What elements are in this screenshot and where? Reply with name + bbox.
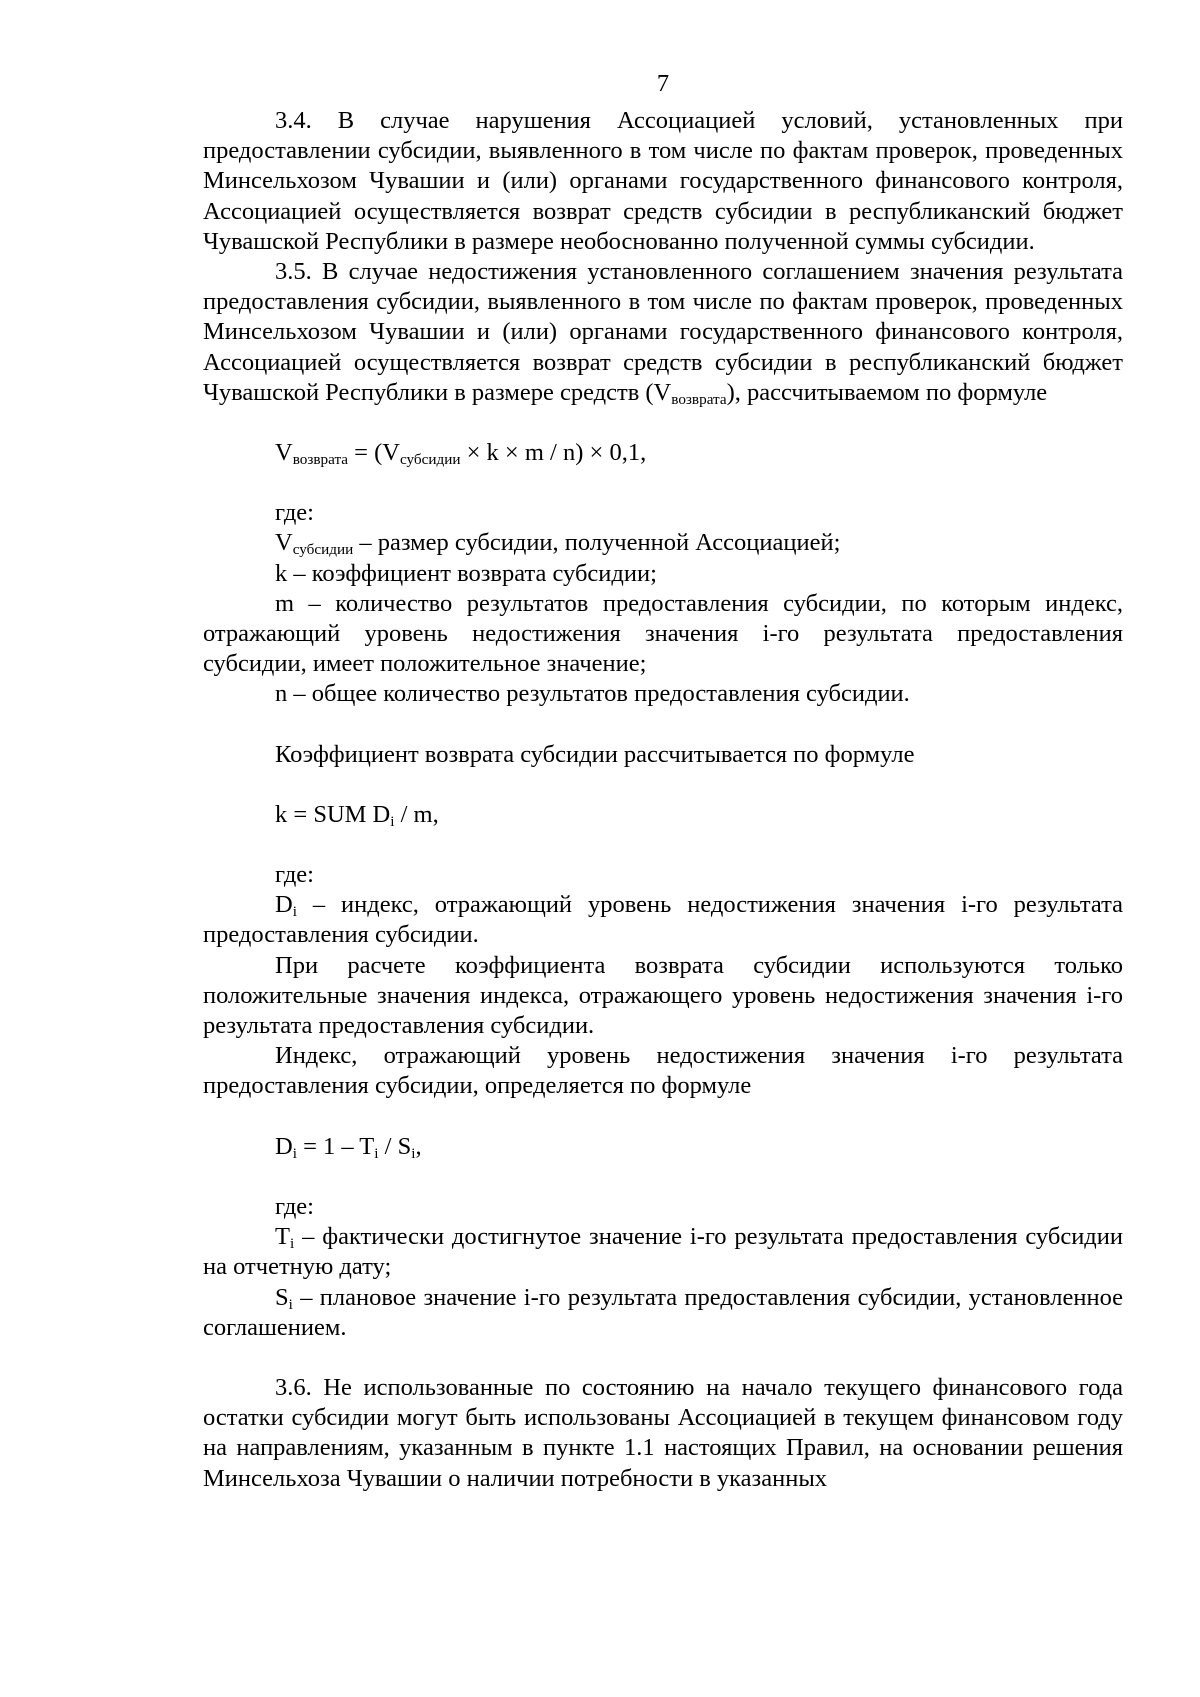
definition-si-symbol: S — [275, 1283, 289, 1311]
where-label-1: где: — [275, 499, 314, 527]
formula-k-subscript: i — [390, 812, 395, 830]
formula-di-d: D — [275, 1132, 293, 1160]
paragraph-3-5-subscript: возврата — [671, 390, 727, 408]
paragraph-3-5-text: 3.5. В случае недостижения установленного соглашением значения результата предоставления субсидии, выявленного в том числе по фактам проверок, проведенных Минсельхозом Чувашии и (или) органами государственного финансового контроля, Ассоциацией осуществляется возврат средств субсидии в республиканский бюджет Чувашской Республики в размере средств (V — [203, 258, 1123, 406]
formula-di-d-subscript: i — [292, 1144, 297, 1162]
paragraph-index: Индекс, отражающий уровень недостижения значения i-го результата предоставления субсидии, определяется по формуле — [203, 1042, 1123, 1100]
formula-di — [203, 1132, 1123, 1162]
definition-ti-symbol: T — [275, 1223, 290, 1251]
definition-di-subscript: i — [292, 903, 297, 921]
formula-di-s-subscript: i — [411, 1144, 416, 1162]
paragraph-calculation: При расчете коэффициента возврата субсидии используются только положительные значения индекса, отражающего уровень недостижения значения i-го результата предоставления субсидии. — [203, 951, 1123, 1040]
definition-n: n – общее количество результатов предоставления субсидии. — [275, 680, 910, 708]
definition-si — [203, 1283, 1123, 1343]
formula-k-post: / m, — [394, 800, 439, 828]
definition-di-symbol: D — [275, 891, 293, 919]
where-label-3: где: — [275, 1192, 314, 1220]
formula-k — [203, 800, 1123, 830]
formula-v-return — [203, 438, 1123, 468]
formula-eq: = (V — [348, 439, 400, 467]
formula-rest: × k × m / n) × 0,1, — [460, 439, 647, 467]
definition-ti-text: – фактически достигнутое значение i-го результата предоставления субсидии на отчетную дату; — [203, 1223, 1123, 1281]
definition-m: m – количество результатов предоставления субсидии, по которым индекс, отражающий уровень недостижения значения i-го результата предоставления субсидии, имеет положительное значение; — [203, 589, 1123, 678]
formula-v-subscript: возврата — [292, 450, 349, 468]
formula-k-pre: k = SUM D — [275, 800, 391, 828]
definition-v-subsidy — [203, 528, 1123, 558]
paragraph-3-5-tail: ), рассчитываемом по формуле — [726, 378, 1048, 406]
definition-ti — [203, 1222, 1123, 1282]
formula-v: V — [275, 439, 293, 467]
formula-di-t-subscript: i — [374, 1144, 379, 1162]
page-number: 7 — [656, 70, 670, 97]
definition-di-text: – индекс, отражающий уровень недостижения значения i-го результата предоставления субсидии. — [203, 891, 1123, 949]
formula-di-end: , — [415, 1132, 422, 1160]
definition-v-subscript: субсидии — [292, 541, 354, 559]
paragraph-3-5 — [203, 257, 1123, 408]
definition-v-symbol: V — [275, 529, 293, 557]
definition-ti-subscript: i — [289, 1234, 295, 1252]
definition-v-text: – размер субсидии, полученной Ассоциацией; — [353, 529, 841, 557]
coefficient-intro: Коэффициент возврата субсидии рассчитывается по формуле — [275, 740, 915, 768]
definition-si-text: – плановое значение i-го результата предоставления субсидии, установленное соглашением. — [203, 1283, 1123, 1341]
formula-di-mid: = 1 – T — [296, 1132, 375, 1160]
paragraph-3-4: 3.4. В случае нарушения Ассоциацией условий, установленных при предоставлении субсидии, выявленного в том числе по фактам проверок, проведенных Минсельхозом Чувашии и (или) органами государственного финансового контроля, Ассоциацией осуществляется возврат средств субсидии в республиканский бюджет Чувашской Республики в размере необоснованно полученной суммы субсидии. — [203, 107, 1123, 255]
document-page — [203, 64, 1123, 1494]
formula-di-div: / S — [378, 1132, 412, 1160]
formula-subsidy-subscript: субсидии — [399, 450, 461, 468]
definition-di — [203, 890, 1123, 950]
definition-si-subscript: i — [288, 1295, 293, 1313]
where-label-2: где: — [275, 861, 314, 889]
paragraph-3-6: 3.6. Не использованные по состоянию на начало текущего финансового года остатки субсидии могут быть использованы Ассоциацией в текущем финансовом году на направлениям, указанным в пункте 1.1 настоящих Правил, на основании решения Минсельхоза Чувашии о наличии потребности в указанных — [203, 1373, 1123, 1492]
definition-k: k – коэффициент возврата субсидии; — [275, 559, 657, 587]
